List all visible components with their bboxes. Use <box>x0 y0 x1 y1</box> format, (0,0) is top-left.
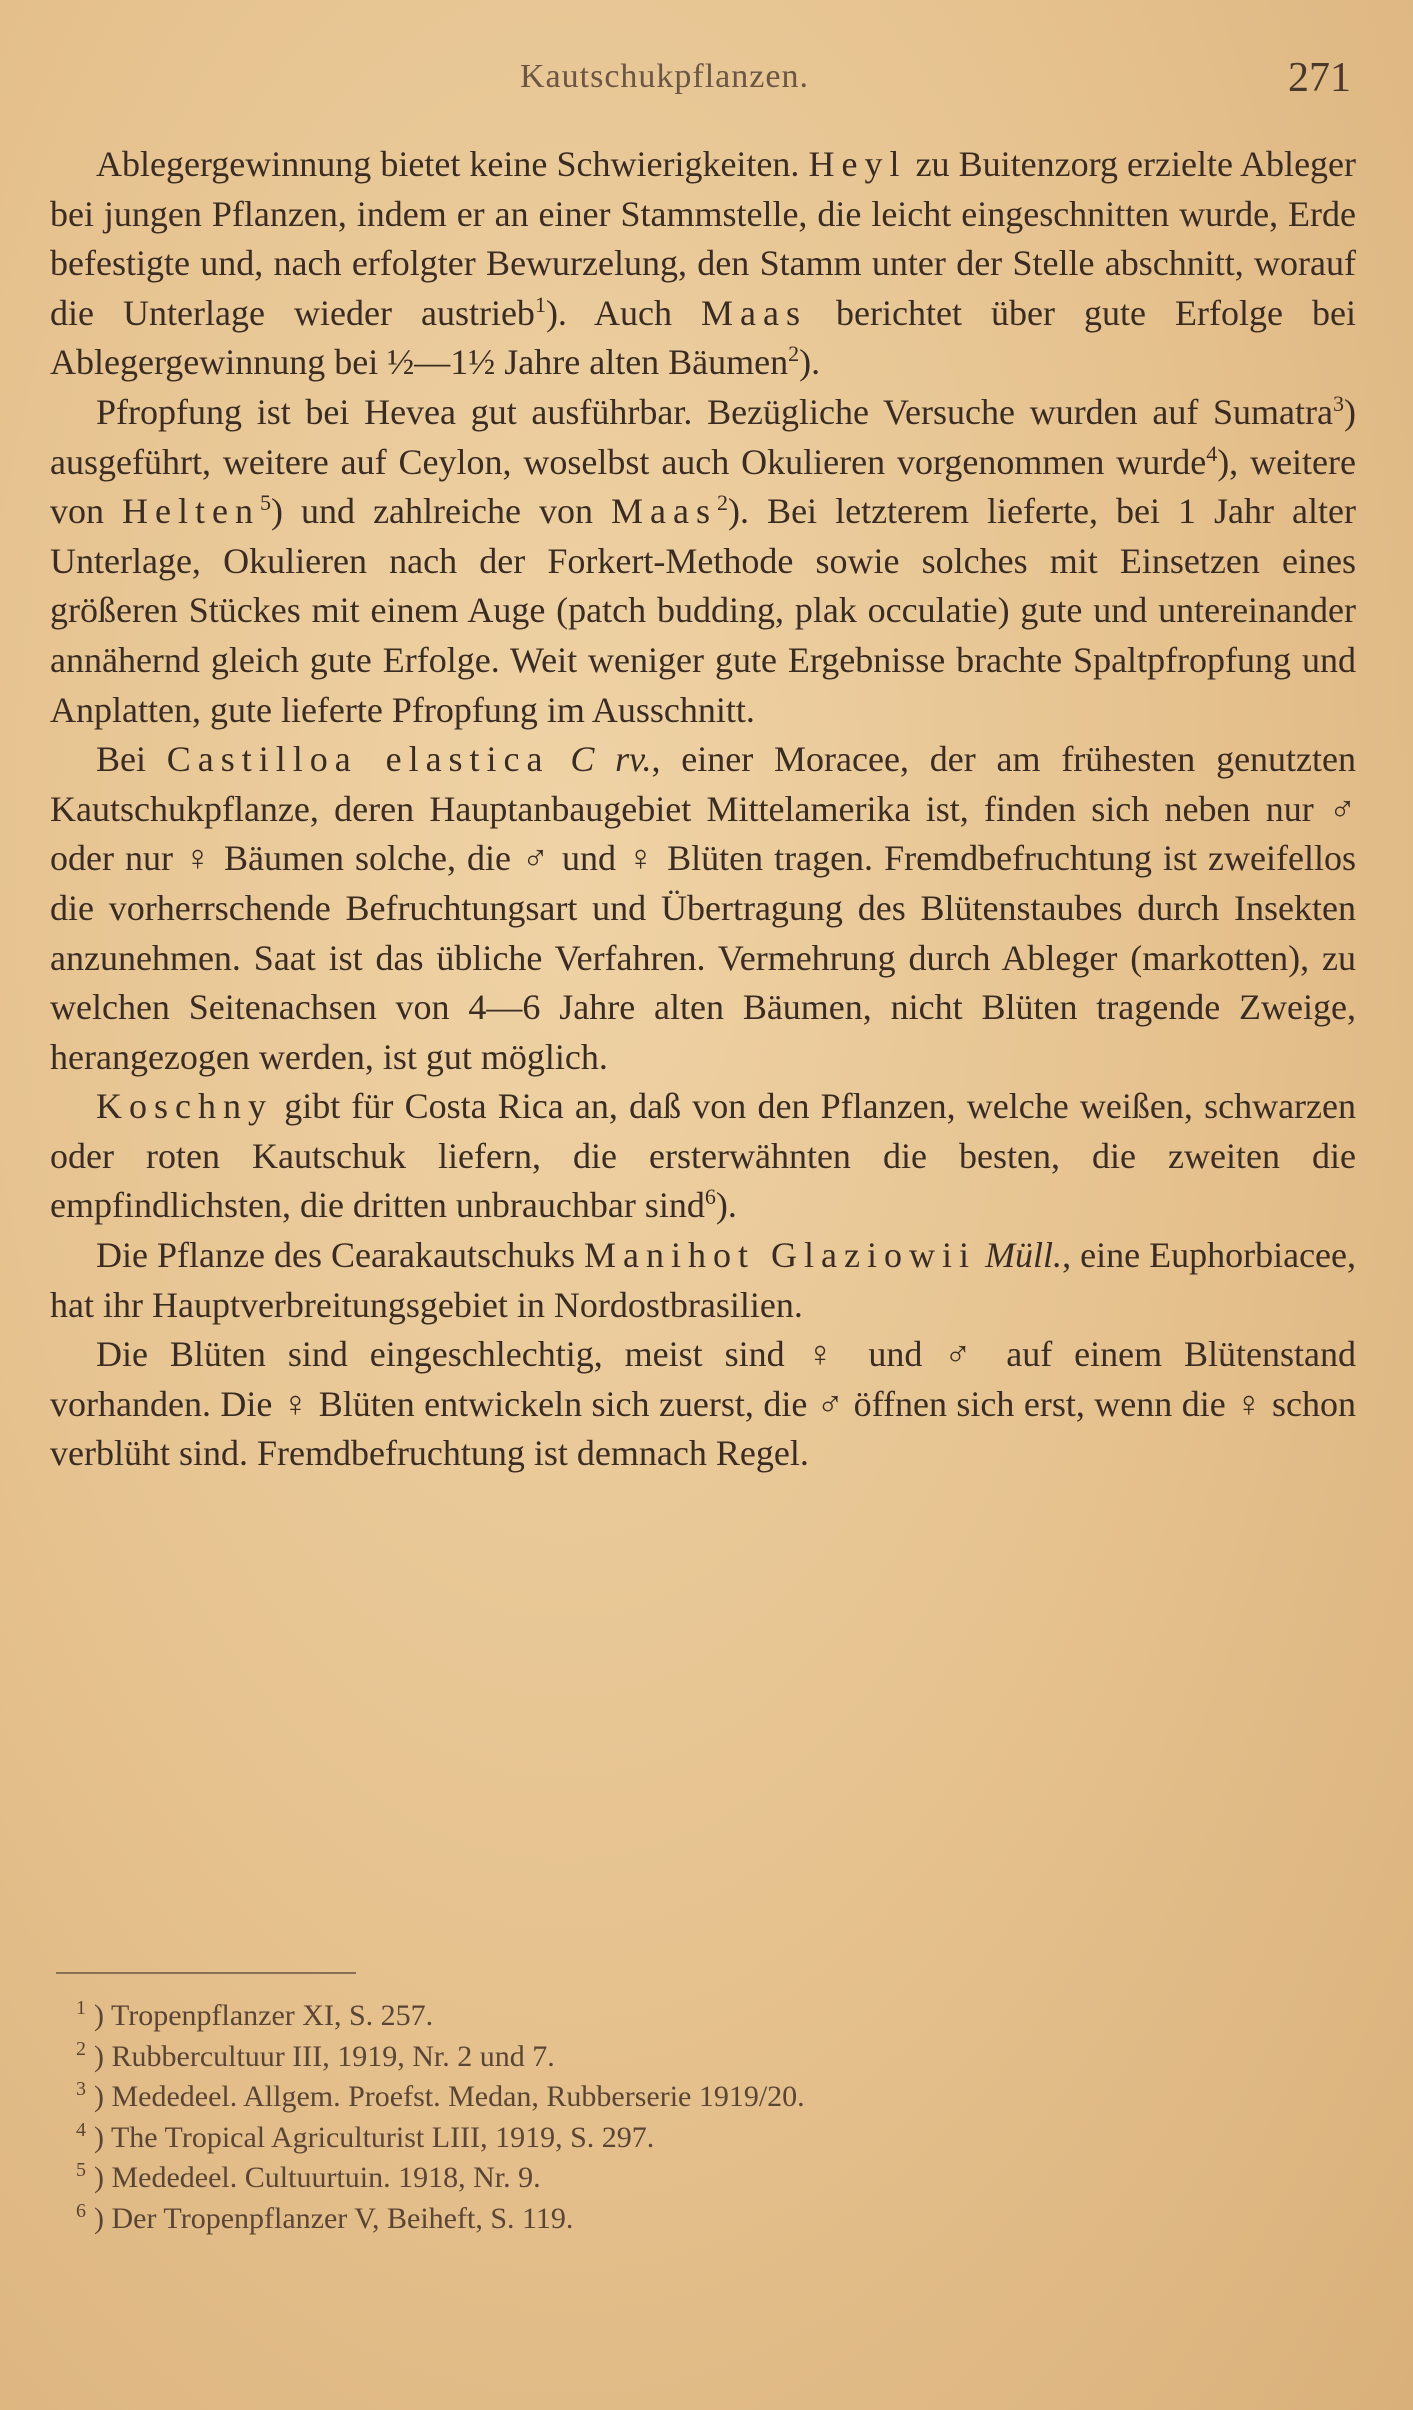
footnote-paren: ) <box>94 2120 111 2154</box>
text-run: zu Buitenzorg erzielte Ableger bei jungen Pflanzen, indem er an einer Stammstelle, die leicht eingeschnitten wurde, Erde befestigte und, nach erfolgter Bewurzelung, den Stamm unter der Stelle abschnitt, worauf die Unterlage wieder austrieb <box>50 144 1357 333</box>
footnote-ref: 2 <box>788 341 800 367</box>
paragraph-p4 <box>50 1082 1356 1231</box>
footnote-paren: ) <box>94 2080 112 2114</box>
footnote-paren: ) <box>94 1999 111 2032</box>
footnote-text: Der Tropenpflanzer V, Beiheft, S. 119. <box>111 2201 574 2235</box>
text-run: Ablegergewinnung bietet keine Schwierigkeiten. <box>96 144 809 184</box>
footnote-item <box>76 2199 1176 2240</box>
footnote-text: The Tropical Agriculturist LIII, 1919, S. 297. <box>110 2120 655 2154</box>
spaced-name: Maas <box>701 292 807 333</box>
footnotes <box>76 1996 1176 2240</box>
spaced-name: Helten <box>122 491 261 532</box>
footnote-number: 1 <box>76 1997 86 2019</box>
text-run: ). <box>799 342 821 383</box>
footnote-ref: 5 <box>260 490 272 516</box>
footnote-rule <box>56 1972 356 1974</box>
text-run: ). <box>715 1185 737 1226</box>
footnote-item <box>76 2158 1176 2199</box>
footnote-item <box>76 2077 1176 2118</box>
running-head <box>0 55 1413 108</box>
footnote-text: Mededeel. Cultuurtuin. 1918, Nr. 9. <box>111 2161 541 2195</box>
text-run: berichtet über gute Erfolge bei Ablegergewinnung bei ½—1½ Jahre alten Bäumen <box>50 292 1356 383</box>
running-title: Kautschukpflanzen. <box>520 58 809 95</box>
footnote-text: Tropenpflanzer XI, S. 257. <box>110 1999 434 2032</box>
spaced-name: Castilloa elastica <box>166 739 550 780</box>
text-run: ), weitere von <box>50 441 1356 532</box>
footnote-ref: 6 <box>704 1184 716 1210</box>
footnote-text: Rubbercultuur III, 1919, Nr. 2 und 7. <box>111 2039 555 2073</box>
footnote-number: 5 <box>76 2159 86 2182</box>
paragraph-p5 <box>50 1231 1356 1330</box>
text-run: , einer Moracee, der am frühesten genutzten Kautschukpflanze, deren Hauptanbaugebiet Mittelamerika ist, finden sich neben nur ♂ oder nur ♀ Bäumen solche, die ♂ und ♀ Blüten tragen. Fremdbefruchtung ist zweifellos die vorherrschende Befruchtungsart und Übertragung des Blütenstaubes durch Insekten anzunehmen. Saat ist das übliche Verfahren. Vermehrung durch Ableger (markotten), zu welchen Seitenachsen von 4—6 Jahre alten Bäumen, nicht Blüten tragende Zweige, herangezogen werden, ist gut möglich. <box>50 739 1357 1077</box>
footnote-number: 4 <box>76 2118 86 2141</box>
text-run: Bei <box>96 739 167 780</box>
text-run: ) und zahlreiche von <box>271 491 612 532</box>
text-run: ) ausgeführt, weitere auf Ceylon, woselbst auch Okulieren vorgenommen wurde <box>50 391 1356 482</box>
text-run: ). Bei letzterem lieferte, bei 1 Jahr alter Unterlage, Okulieren nach der Forkert-Methode sowie solches mit Einsetzen eines größeren Stückes mit einem Auge (patch budding, plak occulatie) gute und untereinander annähernd gleich gute Erfolge. Weit weniger gute Ergebnisse brachte Spaltpfropfung und Anplatten, gute lieferte Pfropfung im Ausschnitt. <box>50 491 1357 730</box>
text-run <box>976 1235 985 1275</box>
paragraph-p3 <box>50 735 1356 1082</box>
spaced-name: Manihot Glaziowii <box>584 1235 977 1276</box>
spaced-name: Koschny <box>96 1086 273 1127</box>
footnote-item <box>76 2037 1176 2078</box>
body-text <box>50 140 1356 1479</box>
text-run: , eine Euphorbiacee, hat ihr Hauptverbreitungsgebiet in Nordostbrasilien. <box>50 1235 1357 1325</box>
footnote-number: 3 <box>76 2078 86 2101</box>
spaced-name: Heyl <box>808 144 907 184</box>
text-run: gibt für Costa Rica an, daß von den Pflanzen, welche weißen, schwarzen oder roten Kautschuk liefern, die ersterwähnten die besten, die zweiten die empfindlichsten, die dritten unbrauchbar sind <box>50 1086 1356 1226</box>
footnote-ref: 1 <box>534 291 546 317</box>
author-abbrev: Müll. <box>985 1235 1063 1276</box>
text-run: ). Auch <box>545 292 701 333</box>
author-abbrev: C rv. <box>570 739 652 780</box>
footnote-number: 6 <box>76 2199 86 2222</box>
footnote-paren: ) <box>94 2201 112 2235</box>
text-run <box>550 739 571 779</box>
footnote-item <box>76 1996 1176 2037</box>
spaced-name: Maas <box>611 491 718 532</box>
text-run: Die Pflanze des Cearakautschuks <box>96 1235 585 1276</box>
footnote-number: 2 <box>76 2037 86 2060</box>
footnote-ref: 4 <box>1206 440 1218 466</box>
footnote-paren: ) <box>94 2161 112 2195</box>
footnote-paren: ) <box>94 2039 112 2073</box>
paragraph-p6 <box>50 1330 1356 1479</box>
footnote-item <box>76 2118 1176 2159</box>
footnote-ref: 2 <box>717 490 729 516</box>
footnote-ref: 3 <box>1333 390 1344 416</box>
page-number: 271 <box>1288 55 1351 101</box>
footnote-text: Mededeel. Allgem. Proefst. Medan, Rubberserie 1919/20. <box>111 2080 805 2114</box>
paragraph-p1 <box>50 140 1356 388</box>
text-run: Die Blüten sind eingeschlechtig, meist sind ♀ und ♂ auf einem Blütenstand vorhanden. Die ♀ Blüten entwickeln sich zuerst, die ♂ öffnen sich erst, wenn die ♀ schon verblüht sind. Fremdbefruchtung ist demnach Regel. <box>50 1334 1356 1474</box>
text-run: Pfropfung ist bei Hevea gut ausführbar. Bezügliche Versuche wurden auf Sumatra <box>96 391 1333 432</box>
paragraph-p2 <box>50 388 1356 735</box>
